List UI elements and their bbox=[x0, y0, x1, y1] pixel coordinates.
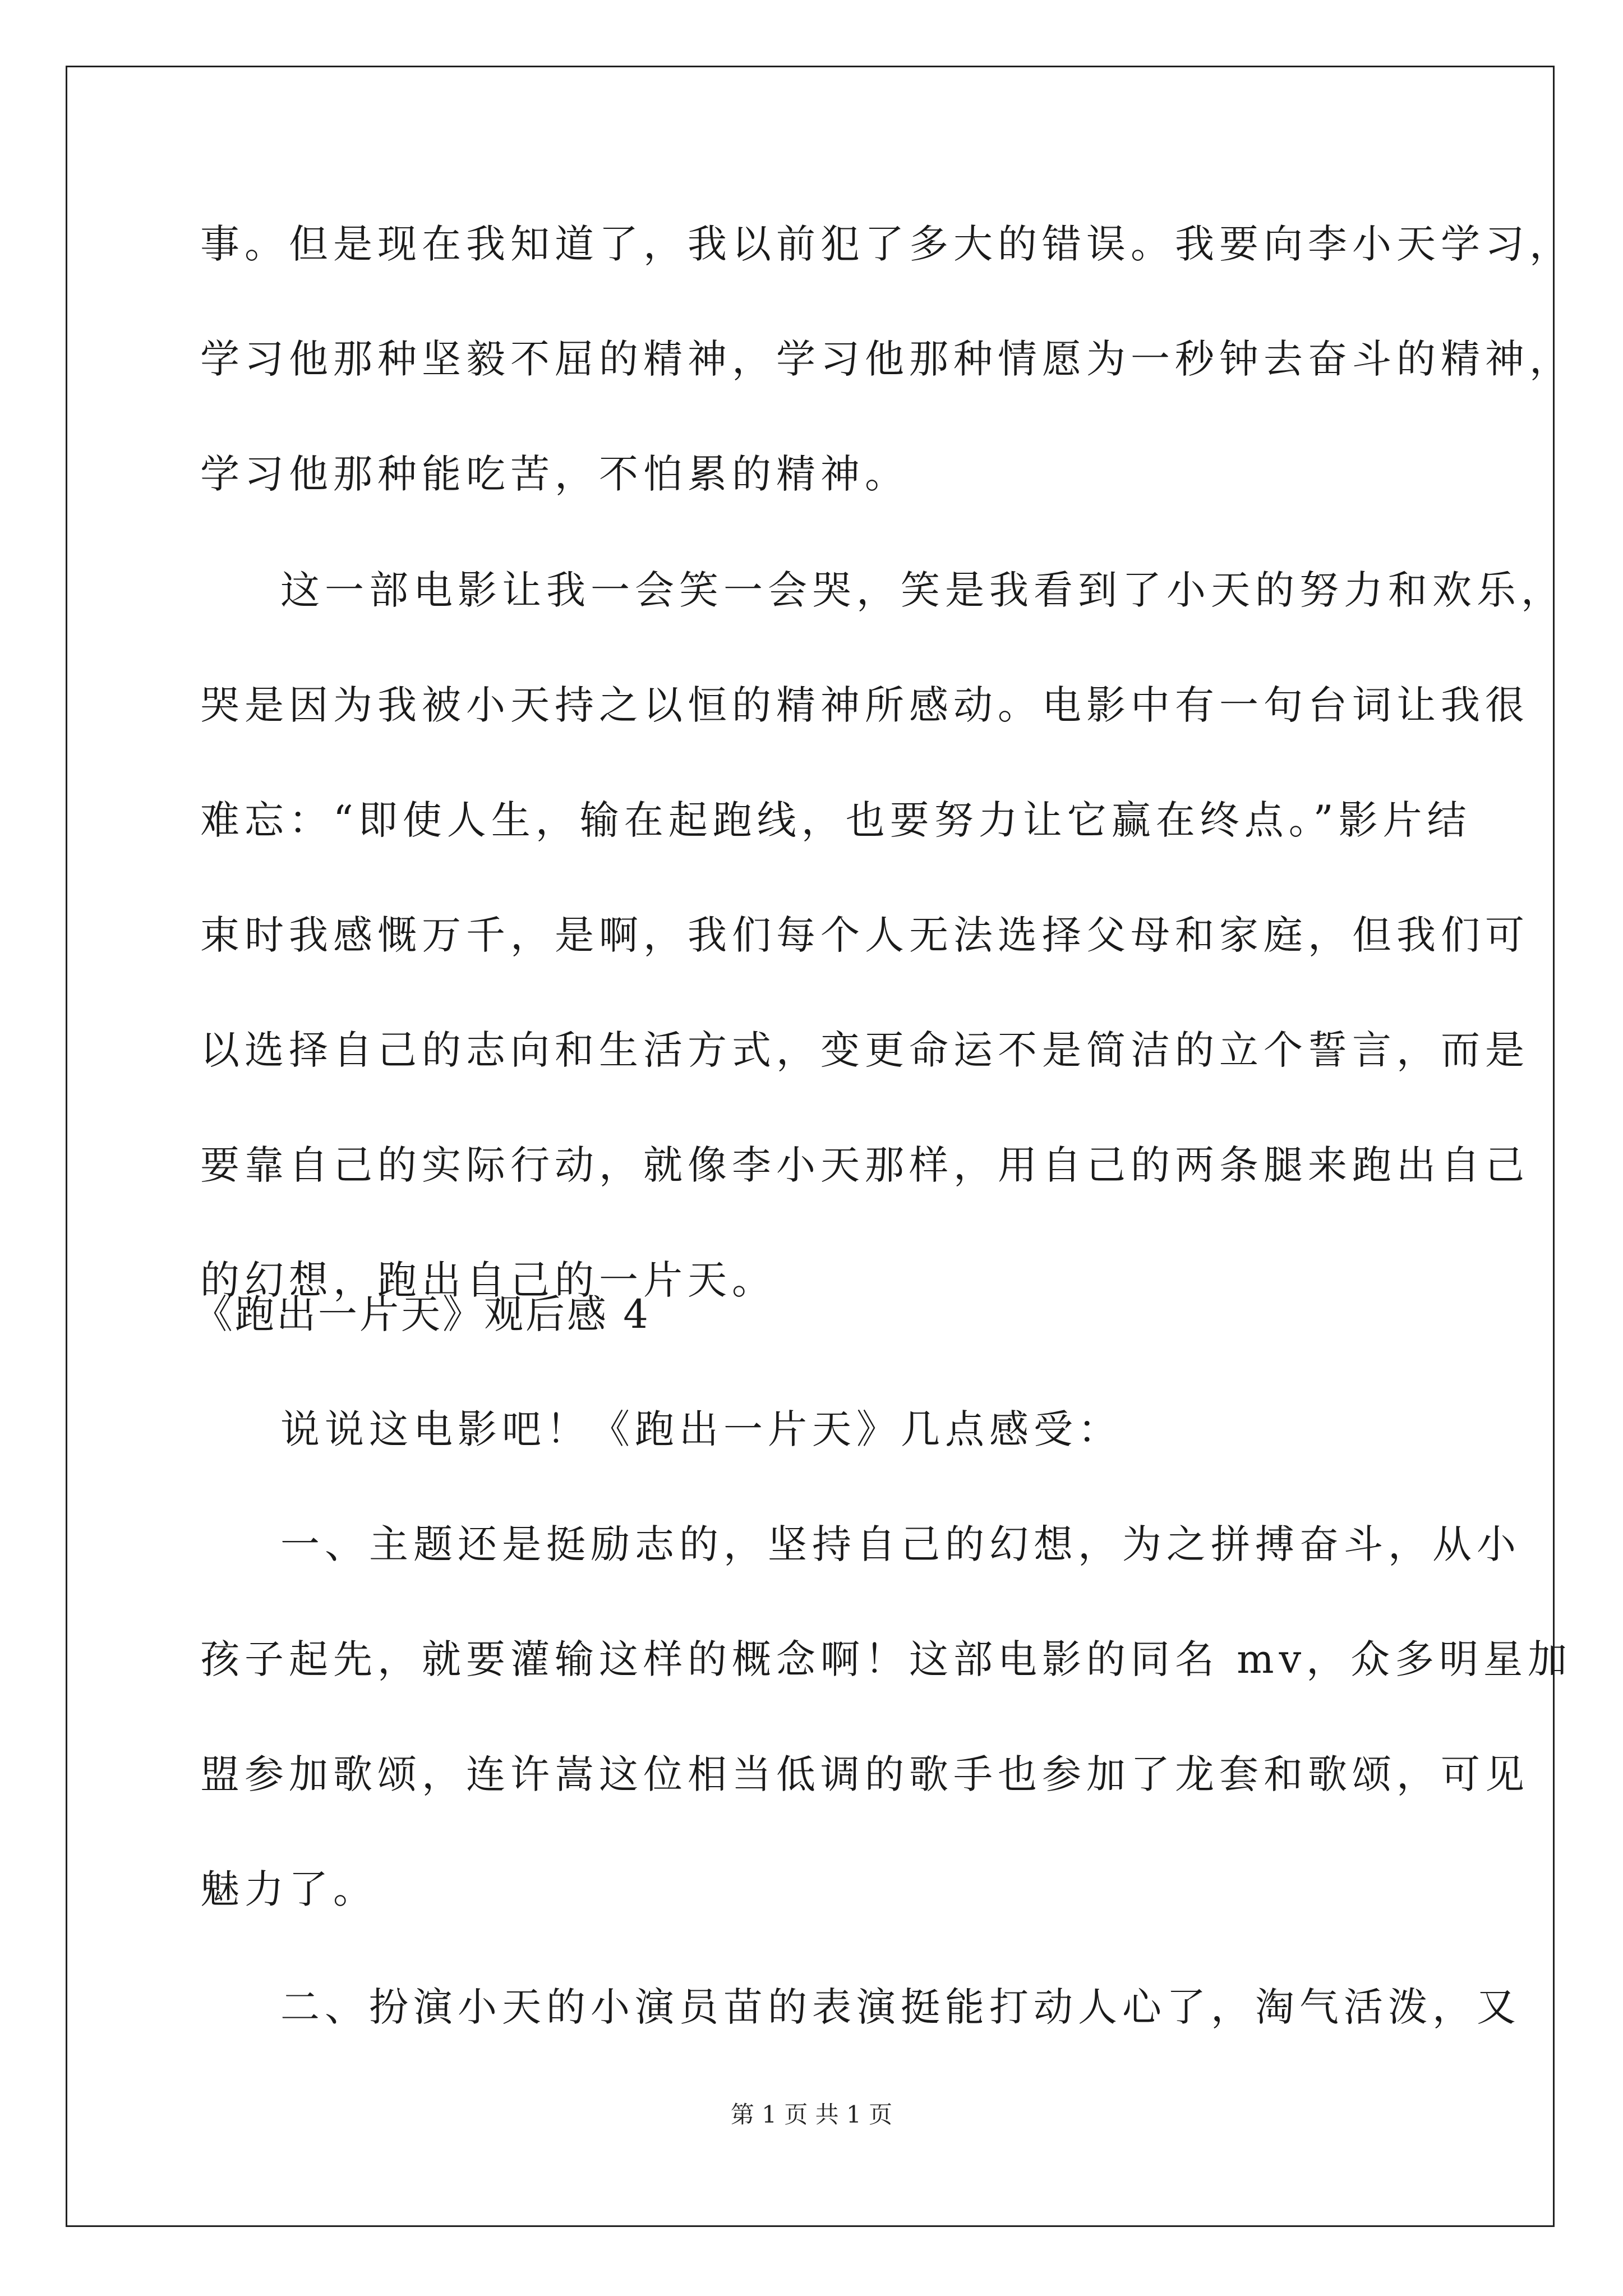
text-line: 二、扮演小天的小演员苗的表演挺能打动人心了，淘气活泼，又 bbox=[280, 1984, 1521, 2030]
paragraph-4 bbox=[200, 1506, 1572, 1928]
page-number-footer: 第 1 页 共 1 页 bbox=[730, 2101, 893, 2128]
text-line: 事。但是现在我知道了，我以前犯了多大的错误。我要向李小天学习， bbox=[200, 221, 1574, 267]
paragraph-5 bbox=[200, 1969, 1521, 2046]
section-heading: 《跑出一片天》观后感 4 bbox=[193, 1291, 651, 1337]
text-line: 学习他那种坚毅不屈的精神，学习他那种情愿为一秒钟去奋斗的精神， bbox=[200, 336, 1574, 382]
text-line: 束时我感慨万千，是啊，我们每个人无法选择父母和家庭，但我们可 bbox=[200, 912, 1529, 958]
text-line: 这一部电影让我一会笑一会哭，笑是我看到了小天的努力和欢乐， bbox=[280, 567, 1565, 613]
text-line: 说说这电影吧！《跑出一片天》几点感受： bbox=[280, 1406, 1122, 1452]
text-line: 以选择自己的志向和生活方式，变更命运不是简洁的立个誓言，而是 bbox=[200, 1027, 1529, 1073]
text-line: 要靠自己的实际行动，就像李小天那样，用自己的两条腿来跑出自己 bbox=[200, 1142, 1529, 1188]
paragraph-1 bbox=[200, 206, 1574, 513]
text-line: 孩子起先，就要灌输这样的概念啊！这部电影的同名 mv，众多明星加 bbox=[200, 1636, 1573, 1682]
paragraph-3 bbox=[200, 1391, 1122, 1468]
text-line: 一、主题还是挺励志的，坚持自己的幻想，为之拼搏奋斗，从小 bbox=[280, 1521, 1521, 1567]
text-line: 难忘：“即使人生，输在起跑线，也要努力让它赢在终点。”影片结 bbox=[200, 797, 1472, 843]
paragraph-2 bbox=[200, 552, 1565, 1319]
text-line: 学习他那种能吃苦，不怕累的精神。 bbox=[200, 451, 909, 497]
text-line: 魅力了。 bbox=[200, 1866, 377, 1912]
text-line: 盟参加歌颂，连许嵩这位相当低调的歌手也参加了龙套和歌颂，可见 bbox=[200, 1751, 1529, 1797]
text-line: 的幻想，跑出自己的一片天。 bbox=[200, 1257, 776, 1303]
text-line: 哭是因为我被小天持之以恒的精神所感动。电影中有一句台词让我很 bbox=[200, 682, 1529, 728]
